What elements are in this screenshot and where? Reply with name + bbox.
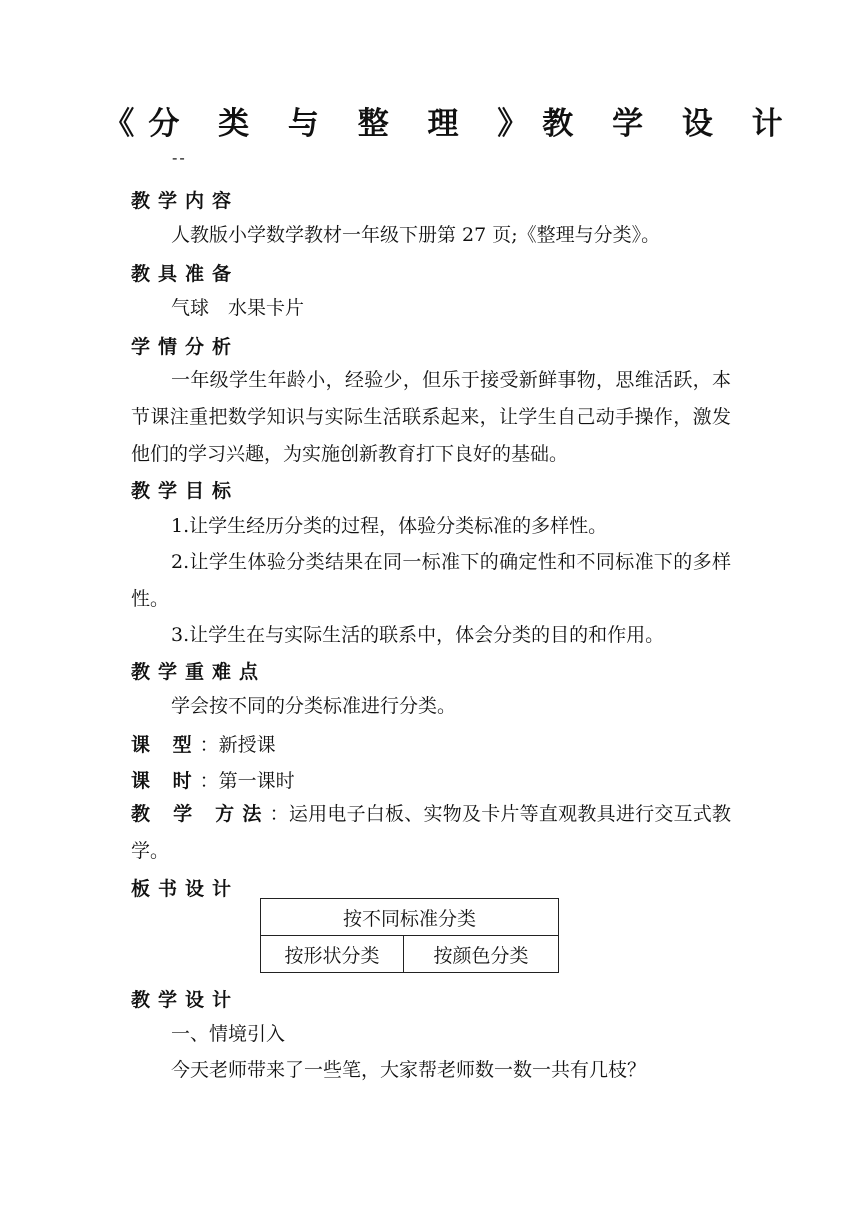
heading-goals: 教学目标: [131, 480, 240, 502]
content-text: 人教版小学数学教材一年级下册第 27 页;《整理与分类》。: [171, 224, 661, 246]
board-top-cell: 按不同标准分类: [261, 899, 559, 936]
goal-1: 1.让学生经历分类的过程，体验分类标准的多样性。: [171, 515, 608, 537]
step-1-title: 一、情境引入: [171, 1023, 286, 1045]
key-text: 学会按不同的分类标准进行分类。: [171, 695, 457, 717]
document-title: 《分 类 与 整 理 》教 学 设 计: [103, 106, 797, 142]
lesson-type-label: 课 型: [131, 734, 200, 756]
goal-3: 3.让学生在与实际生活的联系中，体会分类的目的和作用。: [171, 624, 665, 646]
analysis-text: 一年级学生年龄小，经验少，但乐于接受新鲜事物，思维活跃，本节课注重把数学知识与实际生活联系起来，让学生自己动手操作，激发他们的学习兴趣，为实施创新教育打下良好的基础。: [131, 369, 731, 465]
method-value: ：运用电子白板、实物及卡片等直观教具进行交互式教学。: [131, 803, 731, 862]
lesson-hours-value: ：第一课时: [199, 770, 295, 792]
board-left-cell: 按形状分类: [261, 936, 404, 973]
heading-analysis: 学情分析: [131, 336, 240, 358]
lesson-type-line: [131, 730, 276, 757]
heading-tools: 教具准备: [131, 263, 240, 285]
goal-2: 2.让学生体验分类结果在同一标准下的确定性和不同标准下的多样性。: [131, 551, 731, 610]
step-1-text: 今天老师带来了一些笔，大家帮老师数一数一共有几枝？: [171, 1059, 647, 1081]
tools-text: 气球 水果卡片: [171, 297, 305, 319]
board-design-table: [260, 898, 559, 973]
board-right-cell: 按颜色分类: [404, 936, 559, 973]
dash-mark: --: [172, 148, 187, 167]
method-line: [131, 796, 731, 870]
lesson-hours-label: 课 时: [131, 770, 200, 792]
heading-content: 教学内容: [131, 190, 240, 212]
lesson-hours-line: [131, 766, 295, 793]
heading-key-points: 教学重难点: [131, 661, 267, 683]
lesson-type-value: ：新授课: [199, 734, 276, 756]
heading-board: 板书设计: [131, 878, 240, 900]
heading-design: 教学设计: [131, 989, 240, 1011]
method-label: 教 学 方法: [131, 803, 270, 825]
